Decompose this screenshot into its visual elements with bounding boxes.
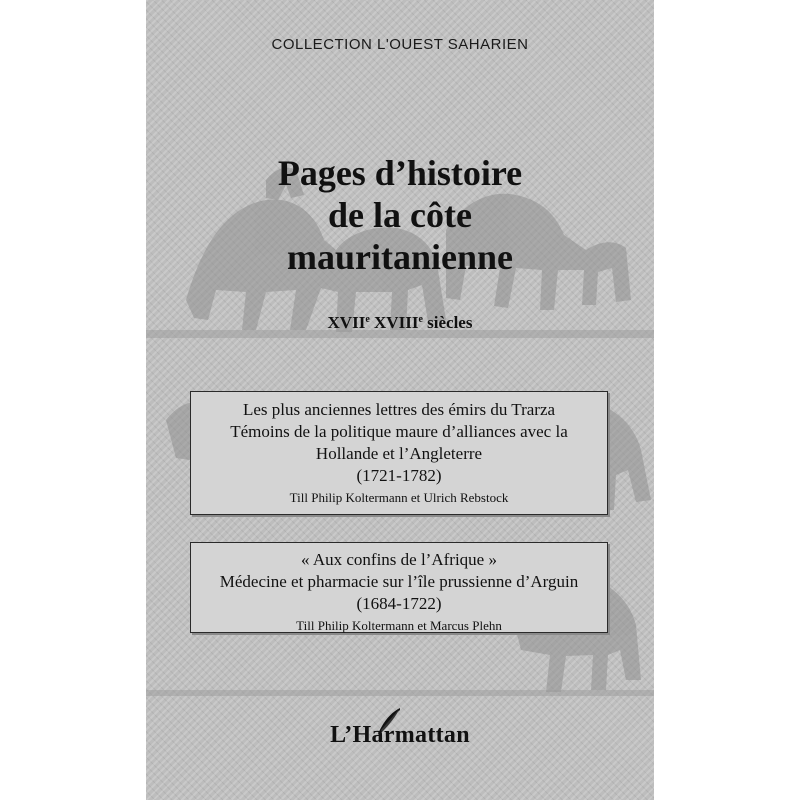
book-cover <box>146 0 654 800</box>
centuries-subtitle <box>146 313 654 333</box>
century-first: XVII <box>327 313 366 332</box>
book-one-line-1: Les plus anciennes lettres des émirs du Trarza <box>242 400 556 419</box>
century-second: XVIII <box>374 313 419 332</box>
book-two-line-1: « Aux confins de l’Afrique » <box>301 550 497 569</box>
century-second-suffix: e <box>418 314 423 325</box>
title-line-1: Pages d’histoire <box>277 153 523 193</box>
publisher-name: L’Harmattan <box>330 722 470 748</box>
collection-name: COLLECTION L'OUEST SAHARIEN <box>271 36 529 53</box>
book-title <box>146 152 654 278</box>
title-line-2: de la côte <box>328 195 472 235</box>
century-first-suffix: e <box>365 314 370 325</box>
book-one-dates: (1721-1782) <box>356 466 442 485</box>
book-one-line-2: Témoins de la politique maure d’alliances avec la <box>230 422 568 441</box>
book-one-authors: Till Philip Koltermann et Ulrich Rebstock <box>289 490 509 505</box>
book-two-dates: (1684-1722) <box>356 594 442 613</box>
title-line-3: mauritanienne <box>286 237 513 277</box>
book-two-panel <box>190 542 608 633</box>
book-one-line-3: Hollande et l’Angleterre <box>315 444 483 463</box>
centuries-word: siècles <box>427 313 473 332</box>
book-two-line-2: Médecine et pharmacie sur l’île prussienne d’Arguin <box>219 572 579 591</box>
book-one-panel <box>190 391 608 515</box>
book-two-authors: Till Philip Koltermann et Marcus Plehn <box>296 618 502 633</box>
